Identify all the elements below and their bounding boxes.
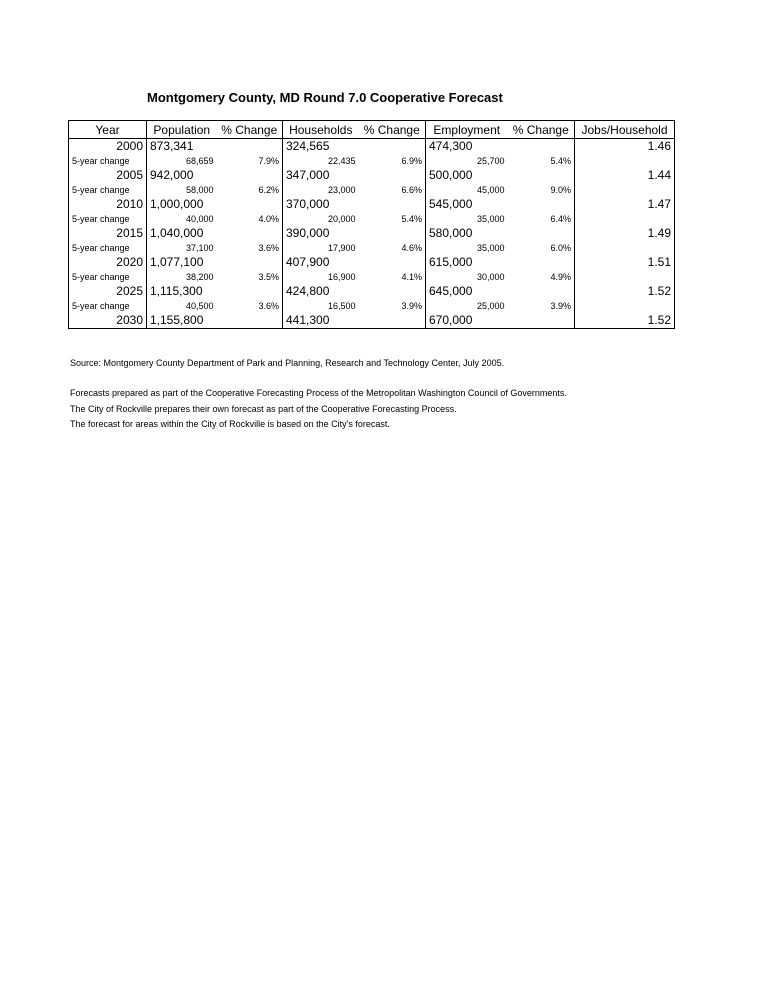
source-note: Source: Montgomery County Department of Park and Planning, Research and Technology Center, July 2005. — [70, 358, 505, 368]
employment-change-value: 25,000 — [476, 301, 505, 311]
table-header-row — [69, 121, 675, 139]
households-change-pct: 5.4% — [359, 212, 426, 226]
population-change-value: 68,659 — [185, 156, 214, 166]
year-row — [69, 197, 675, 212]
jobs-change-empty — [575, 212, 675, 226]
year-cell: 2000 — [69, 139, 147, 155]
change-label: 5-year change — [69, 154, 147, 168]
employment-change-value: 25,700 — [476, 156, 505, 166]
employment-cell: 474,300 — [429, 139, 473, 153]
year-row — [69, 284, 675, 299]
employment-change-value: 30,000 — [476, 272, 505, 282]
note-line: The City of Rockville prepares their own forecast as part of the Cooperative Forecasting Process. — [70, 404, 457, 414]
change-label: 5-year change — [69, 270, 147, 284]
households-change-value: 16,500 — [327, 301, 356, 311]
employment-change-pct: 3.9% — [508, 299, 575, 313]
population-change-empty — [217, 139, 283, 155]
employment-change-pct: 6.0% — [508, 241, 575, 255]
jobs-change-empty — [575, 183, 675, 197]
year-row — [69, 313, 675, 329]
population-cell: 1,077,100 — [150, 255, 204, 269]
employment-change-pct: 5.4% — [508, 154, 575, 168]
year-row — [69, 255, 675, 270]
jobs-change-empty — [575, 270, 675, 284]
header-households: Households — [283, 121, 359, 139]
households-cell: 324,565 — [286, 139, 330, 153]
employment-change-value: 45,000 — [476, 185, 505, 195]
year-cell: 2030 — [69, 313, 147, 329]
employment-cell: 615,000 — [429, 255, 473, 269]
change-row — [69, 212, 675, 226]
employment-change-empty — [508, 284, 575, 299]
jobs-per-household-cell: 1.49 — [647, 226, 671, 240]
population-change-pct: 3.5% — [217, 270, 283, 284]
population-cell: 942,000 — [150, 168, 194, 182]
population-cell: 1,000,000 — [150, 197, 204, 211]
year-cell: 2005 — [69, 168, 147, 183]
population-change-empty — [217, 168, 283, 183]
population-change-empty — [217, 284, 283, 299]
employment-cell: 580,000 — [429, 226, 473, 240]
households-change-empty — [359, 313, 426, 329]
employment-change-pct: 4.9% — [508, 270, 575, 284]
population-change-value: 40,500 — [185, 301, 214, 311]
population-change-value: 37,100 — [185, 243, 214, 253]
households-change-pct: 4.6% — [359, 241, 426, 255]
employment-change-empty — [508, 168, 575, 183]
year-cell: 2015 — [69, 226, 147, 241]
households-change-value: 20,000 — [327, 214, 356, 224]
change-label: 5-year change — [69, 299, 147, 313]
header-employment-change: % Change — [508, 121, 575, 139]
employment-change-empty — [508, 139, 575, 155]
employment-change-pct: 6.4% — [508, 212, 575, 226]
households-change-value: 17,900 — [327, 243, 356, 253]
population-change-empty — [217, 255, 283, 270]
households-change-empty — [359, 168, 426, 183]
jobs-change-empty — [575, 299, 675, 313]
change-row — [69, 154, 675, 168]
households-change-empty — [359, 255, 426, 270]
note-line: Forecasts prepared as part of the Cooperative Forecasting Process of the Metropolitan Washington Council of Governments. — [70, 388, 567, 398]
households-cell: 390,000 — [286, 226, 330, 240]
employment-change-empty — [508, 226, 575, 241]
employment-cell: 670,000 — [429, 313, 473, 327]
header-jobs-per-household: Jobs/Household — [575, 121, 675, 139]
jobs-per-household-cell: 1.52 — [647, 313, 671, 327]
year-cell: 2025 — [69, 284, 147, 299]
header-employment: Employment — [426, 121, 508, 139]
table-body — [69, 139, 675, 329]
change-row — [69, 241, 675, 255]
header-population-change: % Change — [217, 121, 283, 139]
employment-change-value: 35,000 — [476, 214, 505, 224]
households-change-pct: 4.1% — [359, 270, 426, 284]
header-year: Year — [69, 121, 147, 139]
households-change-empty — [359, 226, 426, 241]
employment-change-pct: 9.0% — [508, 183, 575, 197]
forecast-table — [68, 120, 675, 329]
change-row — [69, 183, 675, 197]
jobs-per-household-cell: 1.51 — [647, 255, 671, 269]
change-label: 5-year change — [69, 241, 147, 255]
header-households-change: % Change — [359, 121, 426, 139]
change-label: 5-year change — [69, 183, 147, 197]
employment-change-empty — [508, 255, 575, 270]
households-change-value: 16,900 — [327, 272, 356, 282]
employment-cell: 645,000 — [429, 284, 473, 298]
households-change-pct: 6.9% — [359, 154, 426, 168]
employment-cell: 545,000 — [429, 197, 473, 211]
change-label: 5-year change — [69, 212, 147, 226]
jobs-per-household-cell: 1.52 — [647, 284, 671, 298]
year-row — [69, 139, 675, 155]
population-change-pct: 4.0% — [217, 212, 283, 226]
population-change-empty — [217, 226, 283, 241]
note-line: The forecast for areas within the City of Rockville is based on the City's forecast. — [70, 419, 390, 429]
year-cell: 2020 — [69, 255, 147, 270]
households-change-empty — [359, 197, 426, 212]
households-change-value: 22,435 — [327, 156, 356, 166]
households-cell: 407,900 — [286, 255, 330, 269]
households-change-value: 23,000 — [327, 185, 356, 195]
year-row — [69, 226, 675, 241]
jobs-per-household-cell: 1.46 — [647, 139, 671, 153]
employment-cell: 500,000 — [429, 168, 473, 182]
employment-change-empty — [508, 313, 575, 329]
households-change-pct: 6.6% — [359, 183, 426, 197]
population-cell: 1,040,000 — [150, 226, 204, 240]
population-change-value: 58,000 — [185, 185, 214, 195]
document-title: Montgomery County, MD Round 7.0 Cooperative Forecast — [147, 90, 503, 105]
population-change-empty — [217, 313, 283, 329]
population-change-value: 38,200 — [185, 272, 214, 282]
change-row — [69, 299, 675, 313]
population-change-pct: 7.9% — [217, 154, 283, 168]
jobs-per-household-cell: 1.47 — [647, 197, 671, 211]
population-change-pct: 3.6% — [217, 299, 283, 313]
households-cell: 370,000 — [286, 197, 330, 211]
year-row — [69, 168, 675, 183]
households-cell: 347,000 — [286, 168, 330, 182]
households-cell: 424,800 — [286, 284, 330, 298]
year-cell: 2010 — [69, 197, 147, 212]
jobs-change-empty — [575, 241, 675, 255]
households-change-empty — [359, 284, 426, 299]
employment-change-value: 35,000 — [476, 243, 505, 253]
households-change-pct: 3.9% — [359, 299, 426, 313]
change-row — [69, 270, 675, 284]
header-population: Population — [147, 121, 217, 139]
population-change-pct: 6.2% — [217, 183, 283, 197]
population-change-value: 40,000 — [185, 214, 214, 224]
employment-change-empty — [508, 197, 575, 212]
households-cell: 441,300 — [286, 313, 330, 327]
population-change-pct: 3.6% — [217, 241, 283, 255]
jobs-change-empty — [575, 154, 675, 168]
population-change-empty — [217, 197, 283, 212]
jobs-per-household-cell: 1.44 — [647, 168, 671, 182]
households-change-empty — [359, 139, 426, 155]
population-cell: 1,115,300 — [150, 284, 203, 298]
population-cell: 1,155,800 — [150, 313, 204, 327]
population-cell: 873,341 — [150, 139, 194, 153]
